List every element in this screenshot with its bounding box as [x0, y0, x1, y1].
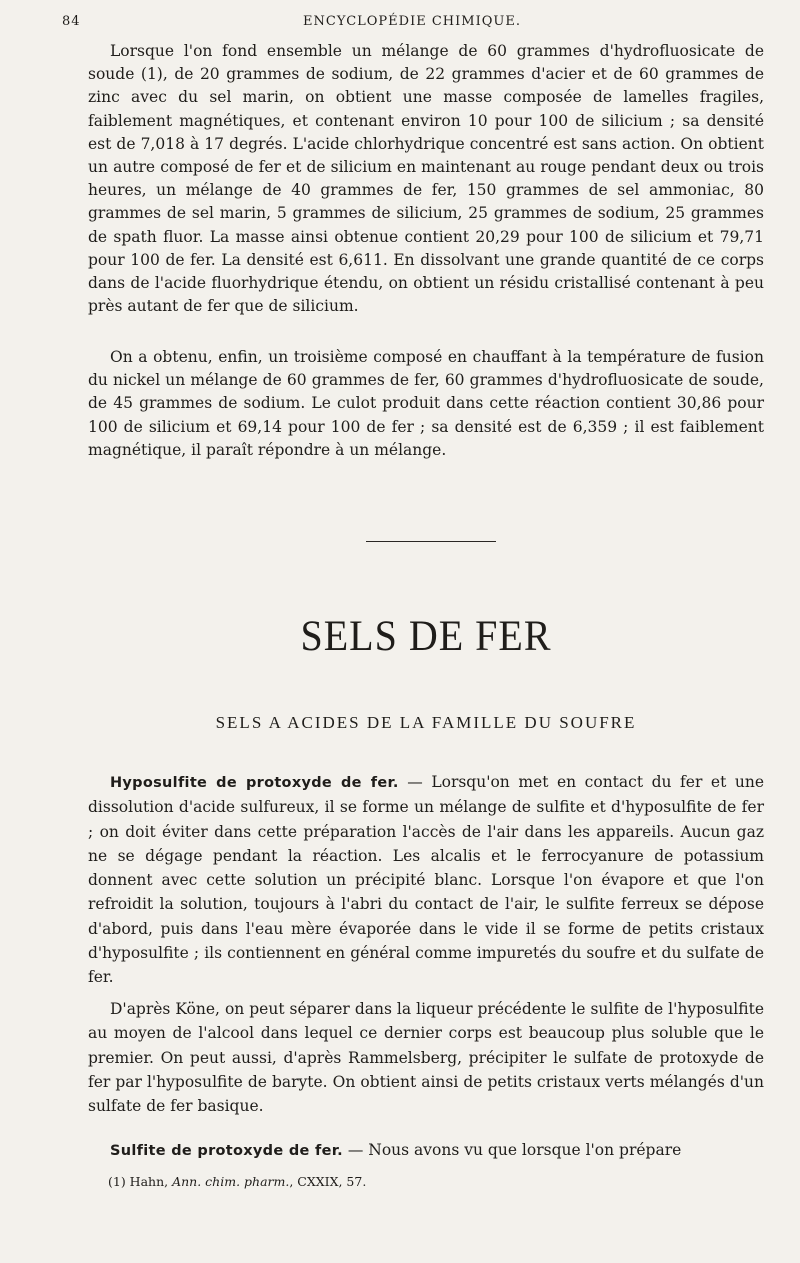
running-title: ENCYCLOPÉDIE CHIMIQUE.: [303, 14, 521, 29]
paragraph-text: On a obtenu, enfin, un troisième composé en chauffant à la température de fusion du nickel un mélange de 60 grammes de fer, 60 grammes d'hydrofluosicate de soude, de 45 grammes de sodium. Le culot produit dans cette réaction contient 30,86 pour 100 de silicium et 69,14 pour 100 de fer ; sa densité est de 6,359 ; il est faiblement magnétique, il paraît répondre à un mélange.: [88, 348, 764, 459]
entry-heading-hyposulfite: Hyposulfite de protoxyde de fer.: [110, 775, 399, 791]
footnote-reference: , CXXIX, 57.: [289, 1174, 367, 1189]
section-divider: [366, 541, 496, 542]
paragraph-text: D'après Köne, on peut séparer dans la liqueur précédente le sulfite de l'hyposulfite au moyen de l'alcool dans lequel ce dernier corps est beaucoup plus soluble que le premier. On peut aussi, d'après Rammelsberg, précipiter le sulfate de protoxyde de fer par l'hyposulfite de baryte. On obtient ainsi de petits cristaux verts mélangés d'un sulfate de fer basique.: [88, 1000, 764, 1116]
footnote-journal: Ann. chim. pharm.: [172, 1174, 290, 1189]
paragraph-sulfite: [88, 1138, 764, 1163]
paragraph-hyposulfite: [88, 770, 764, 990]
footnote: [108, 1174, 758, 1190]
running-head: [62, 10, 762, 36]
footnote-author: (1) Hahn,: [108, 1174, 173, 1189]
paragraph-text: — Lorsqu'on met en contact du fer et une dissolution d'acide sulfureux, il se forme un mélange de sulfite et d'hyposulfite de fer ; on doit éviter dans cette préparation l'accès de l'air dans les appareils. Aucun gaz ne se dégage pendant la réaction. Les alcalis et le ferrocyanure de potassium donnent avec cette solution un précipité blanc. Lorsque l'on évapore et que l'on refroidit la solution, toujours à l'abri du contact de l'air, le sulfite ferreux se dépose d'abord, puis dans l'eau mère évaporée dans le vide il se forme de petits cristaux d'hyposulfite ; ils contiennent en général comme impuretés du soufre et du sulfate de fer.: [88, 773, 764, 987]
subsection-title: SELS A ACIDES DE LA FAMILLE DU SOUFRE: [215, 713, 637, 732]
page-number: 84: [62, 14, 81, 29]
paragraph-kone: [88, 997, 764, 1118]
entry-heading-sulfite: Sulfite de protoxyde de fer.: [110, 1143, 343, 1159]
paragraph-iron-silicon-2: [88, 346, 764, 462]
section-title: SELS DE FER: [300, 611, 552, 660]
paragraph-text: Lorsque l'on fond ensemble un mélange de 60 grammes d'hydrofluosicate de soude (1), de 20 grammes de sodium, de 22 grammes d'acier et de 60 grammes de zinc avec du sel marin, on obtient une masse composée de lamelles fragiles, faiblement magnétiques, et contenant environ 10 pour 100 de silicium ; sa densité est de 7,018 à 17 degrés. L'acide chlorhydrique concentré est sans action. On obtient un autre composé de fer et de silicium en maintenant au rouge pendant deux ou trois heures, un mélange de 40 grammes de fer, 150 grammes de sel ammoniac, 80 grammes de sel marin, 5 grammes de silicium, 25 grammes de sodium, 25 grammes de spath fluor. La masse ainsi obtenue contient 20,29 pour 100 de silicium et 79,71 pour 100 de fer. La densité est 6,611. En dissolvant une grande quantité de ce corps dans de l'acide fluorhydrique étendu, on obtient un résidu cristallisé contenant à peu près autant de fer que de silicium.: [88, 42, 764, 316]
paragraph-iron-silicon-1: [88, 40, 764, 318]
paragraph-text: — Nous avons vu que lorsque l'on prépare: [342, 1141, 682, 1159]
